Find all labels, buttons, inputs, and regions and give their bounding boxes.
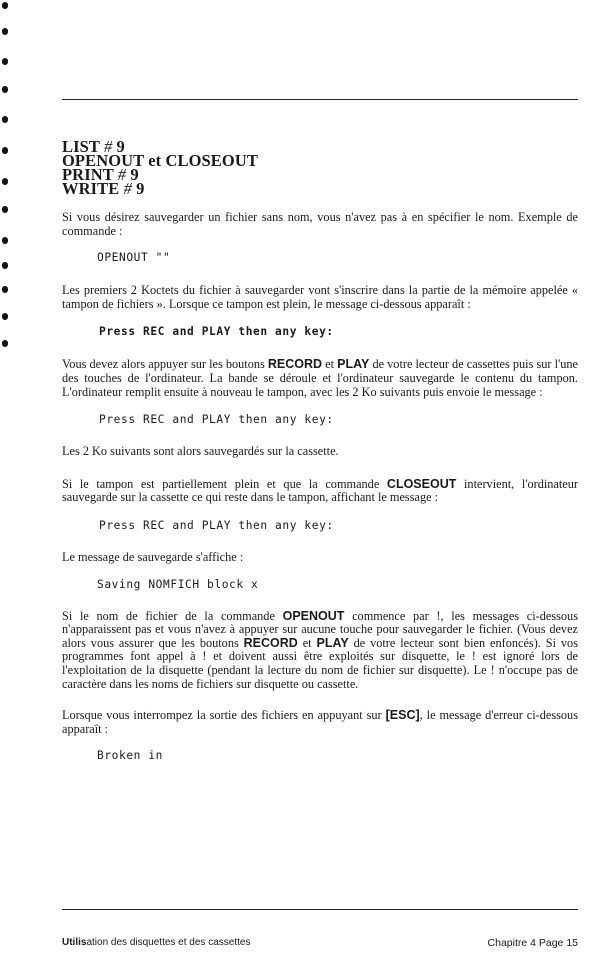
heading-print: PRINT # 9 xyxy=(62,165,139,184)
page-number: Chapitre 4 Page 15 xyxy=(487,937,578,949)
header-rule xyxy=(62,99,578,100)
page-body xyxy=(62,137,579,763)
paragraph-esc: Lorsque vous interrompez la sortie des fichiers en appuyant sur [ESC], le message d'erreur ci-dessous apparaît : xyxy=(62,708,578,736)
paragraph-record-play: Vous devez alors appuyer sur les boutons RECORD et PLAY de votre lecteur de cassettes puis sur l'une des touches de l'ordinateur. La bande se déroule et l'ordinateur sauvegarde le contenu du tampon. L'ordinateur remplit ensuite à nouveau le tampon, avec les 2 Ko suivants puis envoie le message : xyxy=(62,357,578,399)
paragraph-buffer: Les premiers 2 Koctets du fichier à sauvegarder vont s'inscrire dans la partie de la mémoire appelée « tampon de fichiers ». Lorsque ce tampon est plein, le message ci-dessous apparaît : xyxy=(62,283,578,311)
paragraph-openout-exclamation: Si le nom de fichier de la commande OPENOUT commence par !, les messages ci-dessous n'apparaissent pas et vous n'avez à appuyer sur aucune touche pour sauvegarder le fichier. (Vous devez alors vous assurer que les boutons RECORD et PLAY de votre lecteur sont bien enfoncés). Si vos programmes font appel à ! et doivent aussi être exploités sur disquette, le ! est ignoré lors de l'exploitation de la disquette (pendant la lecture du nom de fichier sur disquette). Le ! n'occupe pas de caractère dans les noms de fichiers sur disquette ou cassette. xyxy=(62,608,578,691)
paragraph-closeout: Si le tampon est partiellement plein et que la commande CLOSEOUT intervient, l'ordinateur sauvegarde sur la cassette ce qui reste dans le tampon, affichant le message : xyxy=(62,476,579,505)
paragraph-saving-message: Le message de sauvegarde s'affiche : xyxy=(62,549,244,564)
code-saving: Saving NOMFICH block x xyxy=(97,577,259,591)
footer-rule xyxy=(62,909,578,910)
code-press-rec-3: Press REC and PLAY then any key: xyxy=(99,518,334,532)
paragraph-next-2ko: Les 2 Ko suivants sont alors sauvegardés sur la cassette. xyxy=(62,444,339,459)
code-broken-in: Broken in xyxy=(97,749,164,763)
footer-chapter-title: Utilisation des disquettes et des cassettes xyxy=(62,937,251,948)
binding-hole-marks xyxy=(0,0,14,360)
command-headings xyxy=(62,137,578,198)
heading-list: LIST # 9 xyxy=(62,137,125,156)
code-openout: OPENOUT "" xyxy=(97,251,171,265)
code-press-rec-2: Press REC and PLAY then any key: xyxy=(99,413,334,427)
heading-write: WRITE # 9 xyxy=(62,179,145,198)
paragraph-unnamed-file: Si vous désirez sauvegarder un fichier sans nom, vous n'avez pas à en spécifier le nom. Exemple de commande : xyxy=(62,210,578,238)
code-press-rec-1: Press REC and PLAY then any key: xyxy=(99,325,334,339)
heading-openout-closeout: OPENOUT et CLOSEOUT xyxy=(62,151,258,170)
